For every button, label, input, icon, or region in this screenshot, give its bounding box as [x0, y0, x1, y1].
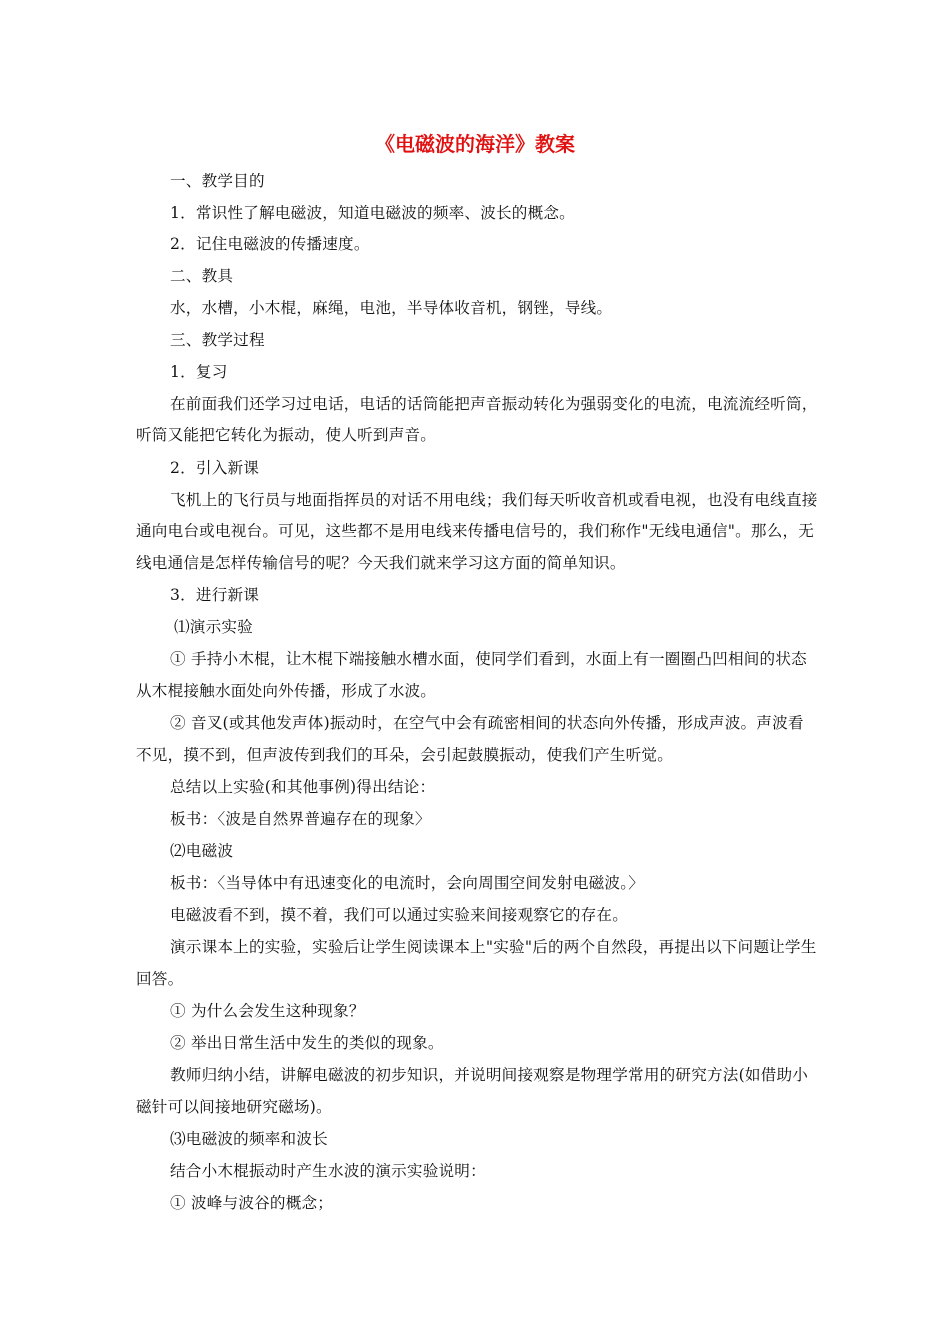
paragraph-line: ② 音叉(或其他发声体)振动时，在空气中会有疏密相间的状态向外传播，形成声波。声波看	[170, 714, 804, 732]
paragraph-line: ① 手持小木棍，让木棍下端接触水槽水面，使同学们看到，水面上有一圈圈凸凹相间的状态	[170, 650, 807, 668]
step-review-heading: 1．复习	[170, 363, 228, 381]
paragraph-line: 通向电台或电视台。可见，这些都不是用电线来传播电信号的，我们称作"无线电通信"。那么，无	[136, 522, 815, 540]
paragraph-line: 电磁波看不到，摸不着，我们可以通过实验来间接观察它的存在。	[170, 906, 629, 924]
purpose-item-2: 2．记住电磁波的传播速度。	[170, 235, 370, 253]
subsection-frequency-heading: ⑶电磁波的频率和波长	[170, 1130, 328, 1148]
paragraph-line: 磁针可以间接地研究磁场)。	[136, 1098, 332, 1116]
board-note: 板书：〈波是自然界普遍存在的现象〉	[170, 810, 431, 828]
step-intro-heading: 2．引入新课	[170, 459, 260, 477]
paragraph-line: 飞机上的飞行员与地面指挥员的对话不用电线；我们每天听收音机或看电视，也没有电线直接	[170, 491, 818, 509]
question-item: ① 为什么会发生这种现象？	[170, 1002, 365, 1020]
section-heading-purpose: 一、教学目的	[170, 172, 265, 190]
paragraph-line: 不见，摸不到，但声波传到我们的耳朵，会引起鼓膜振动，使我们产生听觉。	[136, 746, 673, 764]
list-item: ① 波峰与波谷的概念；	[170, 1194, 334, 1212]
step-new-lesson-heading: 3．进行新课	[170, 586, 260, 604]
paragraph-line: 演示课本上的实验，实验后让学生阅读课本上"实验"后的两个自然段，再提出以下问题让学生	[170, 938, 817, 956]
paragraph-line: 线电通信是怎样传输信号的呢？今天我们就来学习这方面的简单知识。	[136, 554, 626, 572]
paragraph-line: 回答。	[136, 970, 184, 988]
section-heading-tools: 二、教具	[170, 267, 234, 285]
tools-list: 水，水槽，小木棍，麻绳，电池，半导体收音机，钢锉，导线。	[170, 299, 613, 317]
purpose-item-1: 1．常识性了解电磁波，知道电磁波的频率、波长的概念。	[170, 204, 575, 222]
paragraph-line: 在前面我们还学习过电话，电话的话筒能把声音振动转化为强弱变化的电流，电流流经听筒，	[170, 395, 818, 413]
paragraph-line: 教师归纳小结，讲解电磁波的初步知识，并说明间接观察是物理学常用的研究方法(如借助小	[170, 1066, 809, 1084]
paragraph-line: 从木棍接触水面处向外传播，形成了水波。	[136, 682, 437, 700]
board-note: 板书：〈当导体中有迅速变化的电流时，会向周围空间发射电磁波。〉	[170, 874, 645, 892]
paragraph-line: 听筒又能把它转化为振动，使人听到声音。	[136, 426, 437, 444]
question-item: ② 举出日常生活中发生的类似的现象。	[170, 1034, 444, 1052]
subsection-em-wave-heading: ⑵电磁波	[170, 842, 234, 860]
subsection-demo-heading: ⑴演示实验	[174, 618, 253, 636]
paragraph-line: 总结以上实验(和其他事例)得出结论：	[170, 778, 436, 796]
paragraph-line: 结合小木棍振动时产生水波的演示实验说明：	[170, 1162, 486, 1180]
document-title: 《电磁波的海洋》教案	[375, 132, 575, 156]
section-heading-process: 三、教学过程	[170, 331, 265, 349]
